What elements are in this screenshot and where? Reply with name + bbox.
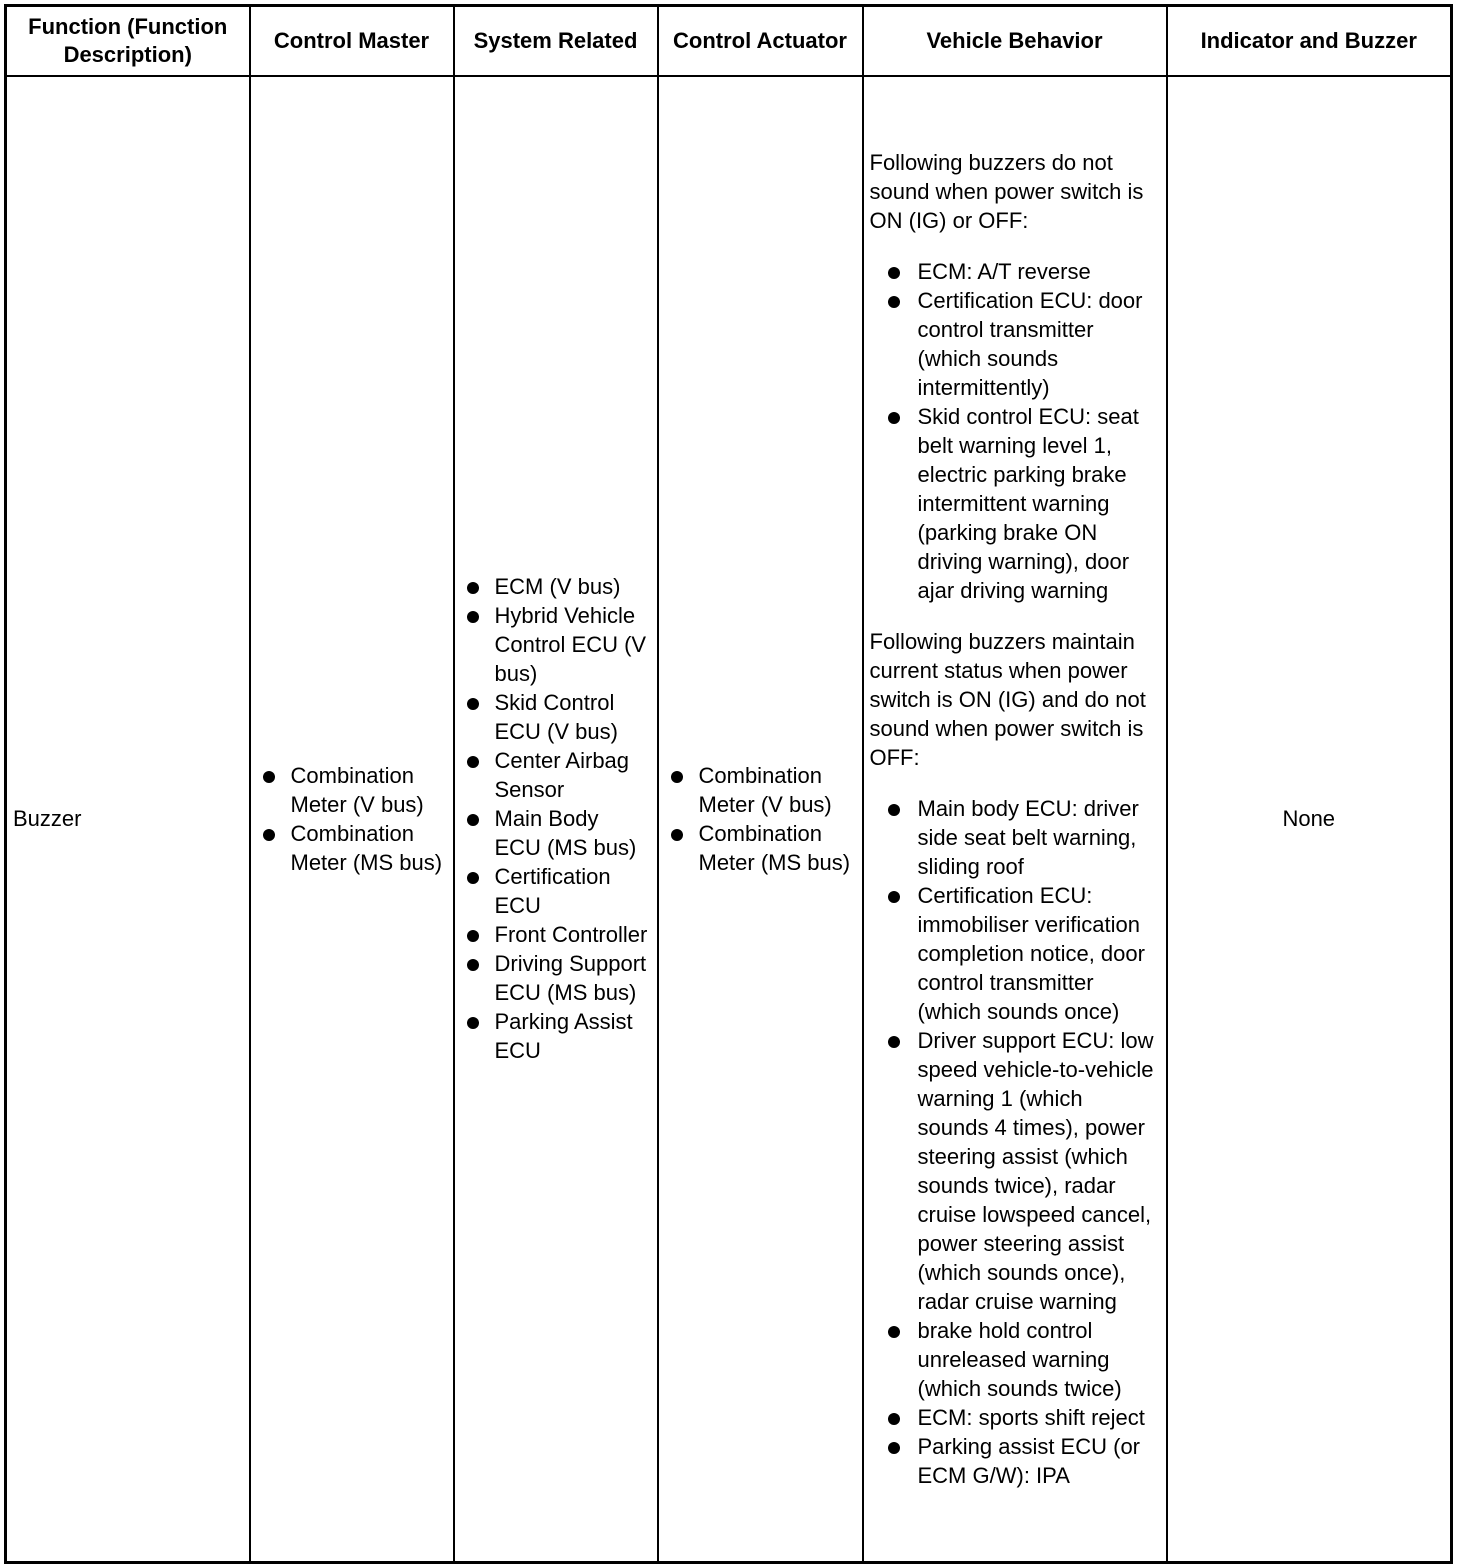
list-item: Driver support ECU: low speed vehicle-to-vehicle warning 1 (which sounds 4 times), power steering assist (which sounds twice), radar cruise lowspeed cancel, power steering assist (which sounds once), radar cruise warning <box>870 1026 1160 1316</box>
function-cell: Buzzer <box>6 76 250 1563</box>
list-item: Combination Meter (MS bus) <box>665 819 856 877</box>
list-item: Skid Control ECU (V bus) <box>461 688 651 746</box>
list-item: Main body ECU: driver side seat belt warning, sliding roof <box>870 794 1160 881</box>
list-item: Parking Assist ECU <box>461 1007 651 1065</box>
list-item: Certification ECU: door control transmitter (which sounds intermittently) <box>870 286 1160 402</box>
list-item: Front Controller <box>461 920 651 949</box>
list-item: Parking assist ECU (or ECM G/W): IPA <box>870 1432 1160 1490</box>
list-item: Certification ECU: immobiliser verification completion notice, door control transmitter (which sounds once) <box>870 881 1160 1026</box>
header-control-master: Control Master <box>250 6 454 76</box>
header-vehicle-behavior: Vehicle Behavior <box>863 6 1167 76</box>
list-item: Combination Meter (V bus) <box>257 761 447 819</box>
header-row <box>6 6 1452 76</box>
list-item: brake hold control unreleased warning (which sounds twice) <box>870 1316 1160 1403</box>
system-related-list <box>461 572 651 1065</box>
list-item: ECM: A/T reverse <box>870 257 1160 286</box>
list-item: Certification ECU <box>461 862 651 920</box>
header-system-related: System Related <box>454 6 658 76</box>
list-item: ECM (V bus) <box>461 572 651 601</box>
behavior-intro-2: Following buzzers maintain current status when power switch is ON (IG) and do not sound when power switch is OFF: <box>869 628 1146 770</box>
function-table <box>4 4 1453 1564</box>
table-row <box>6 76 1452 1563</box>
list-item: Driving Support ECU (MS bus) <box>461 949 651 1007</box>
list-item: Center Airbag Sensor <box>461 746 651 804</box>
list-item: Combination Meter (MS bus) <box>257 819 447 877</box>
header-control-actuator: Control Actuator <box>658 6 863 76</box>
control-master-cell <box>250 76 454 1563</box>
control-actuator-list <box>665 761 856 877</box>
indicator-buzzer-cell: None <box>1167 76 1452 1563</box>
vehicle-behavior-cell <box>863 76 1167 1563</box>
control-actuator-cell <box>658 76 863 1563</box>
list-item: Hybrid Vehicle Control ECU (V bus) <box>461 601 651 688</box>
list-item: ECM: sports shift reject <box>870 1403 1160 1432</box>
list-item: Main Body ECU (MS bus) <box>461 804 651 862</box>
behavior-list-2 <box>870 794 1160 1490</box>
header-indicator-buzzer: Indicator and Buzzer <box>1167 6 1452 76</box>
behavior-list-1 <box>870 257 1160 605</box>
header-function: Function (Function Description) <box>6 6 250 76</box>
system-related-cell <box>454 76 658 1563</box>
list-item: Skid control ECU: seat belt warning level 1, electric parking brake intermittent warning (parking brake ON driving warning), door ajar driving warning <box>870 402 1160 605</box>
behavior-intro-1: Following buzzers do not sound when power switch is ON (IG) or OFF: <box>869 149 1144 233</box>
control-master-list <box>257 761 447 877</box>
list-item: Combination Meter (V bus) <box>665 761 856 819</box>
